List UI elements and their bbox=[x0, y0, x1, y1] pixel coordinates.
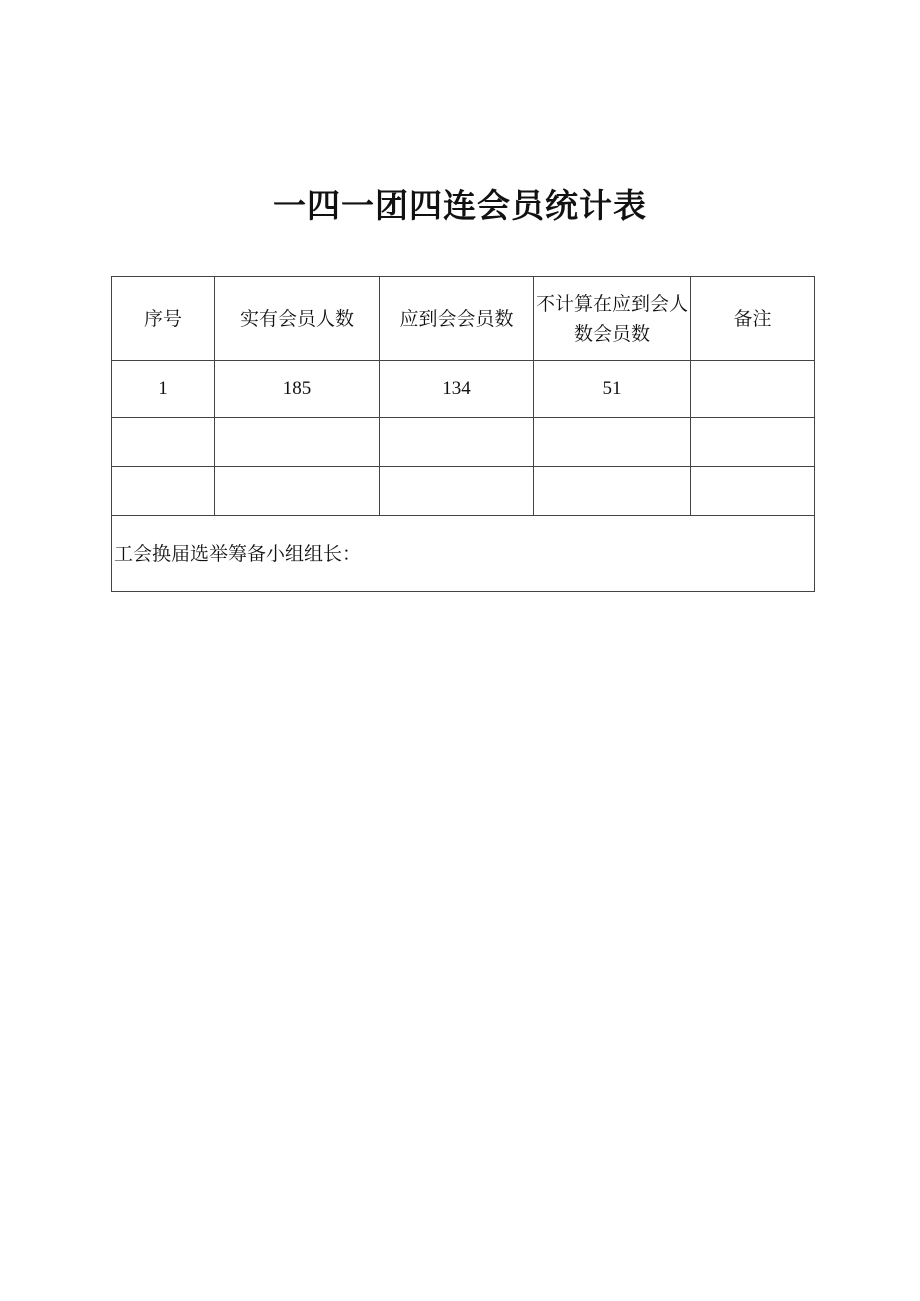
cell-expected-attendees: 134 bbox=[380, 361, 534, 418]
table-header-row bbox=[112, 277, 815, 361]
cell-serial-number: 1 bbox=[112, 361, 215, 418]
table-row bbox=[112, 467, 815, 516]
header-excluded-members: 不计算在应到会人数会员数 bbox=[534, 277, 691, 361]
header-expected-attendees: 应到会会员数 bbox=[380, 277, 534, 361]
cell-excluded-members: 51 bbox=[534, 361, 691, 418]
cell-remarks bbox=[691, 418, 815, 467]
cell-excluded-members bbox=[534, 467, 691, 516]
cell-actual-members bbox=[215, 467, 380, 516]
cell-actual-members: 185 bbox=[215, 361, 380, 418]
cell-remarks bbox=[691, 467, 815, 516]
table-row bbox=[112, 418, 815, 467]
member-statistics-table bbox=[111, 276, 815, 592]
cell-actual-members bbox=[215, 418, 380, 467]
table-row bbox=[112, 361, 815, 418]
preparatory-group-leader-label: 工会换届选举筹备小组组长： bbox=[112, 516, 815, 592]
cell-expected-attendees bbox=[380, 418, 534, 467]
header-actual-members: 实有会员人数 bbox=[215, 277, 380, 361]
cell-remarks bbox=[691, 361, 815, 418]
cell-excluded-members bbox=[534, 418, 691, 467]
cell-serial-number bbox=[112, 418, 215, 467]
cell-serial-number bbox=[112, 467, 215, 516]
cell-expected-attendees bbox=[380, 467, 534, 516]
header-remarks: 备注 bbox=[691, 277, 815, 361]
header-serial-number: 序号 bbox=[112, 277, 215, 361]
table-footer-row bbox=[112, 516, 815, 592]
page-title: 一四一团四连会员统计表 bbox=[273, 186, 647, 225]
